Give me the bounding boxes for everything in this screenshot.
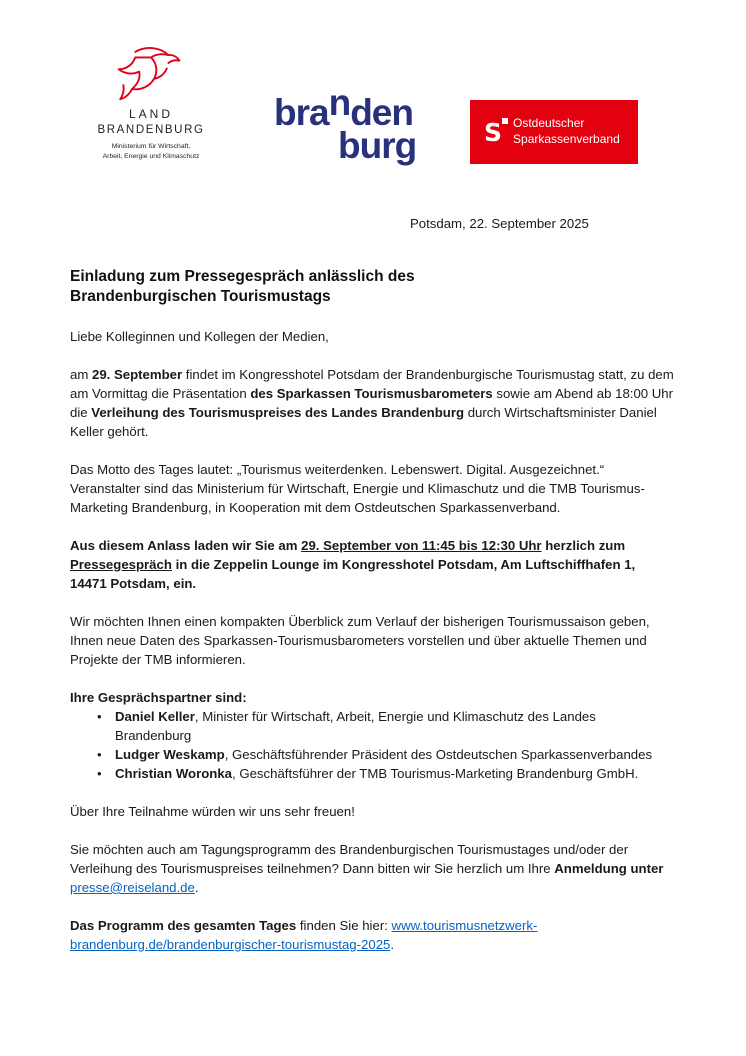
text-run: Sie möchten auch am Tagungsprogramm des Brandenburgischen Tourismustages und/oder der Verleihung des Tourismuspreises teilnehmen? Dann bitten wir Sie herzlich um Ihre xyxy=(70,841,629,876)
logo-brandenburg-text: BRANDENBURG xyxy=(97,124,205,136)
text-run: am xyxy=(70,366,92,382)
text-run: Daniel Keller xyxy=(115,708,195,724)
text-run: Aus diesem Anlass laden wir Sie am xyxy=(70,537,302,553)
salutation: Liebe Kolleginnen und Kollegen der Medien, xyxy=(70,328,329,344)
wordmark-part1: bra xyxy=(274,92,329,133)
wordmark-part2: den xyxy=(350,92,413,133)
sparkasse-s-icon: S xyxy=(484,120,502,145)
paragraph-registration xyxy=(70,840,674,897)
paragraph-invitation xyxy=(70,536,674,593)
text-run: , Minister für Wirtschaft, Arbeit, Energie und Klimaschutz des Landes Brandenburg xyxy=(115,708,596,743)
brandenburg-wordmark-logo xyxy=(274,82,417,167)
text-run: Das Programm des gesamten Tages xyxy=(70,917,297,933)
paragraph-motto: Das Motto des Tages lautet: „Tourismus weiterdenken. Lebenswert. Digital. Ausgezeichnet.“ Veranstalter sind das Ministerium für Wirtschaft, Energie und Klimaschutz und die TMB Tourismus-Marketing Brandenburg, in Kooperation mit dem Ostdeutschen Sparkassenverband. xyxy=(70,461,645,515)
logo-header xyxy=(0,0,746,167)
document-title: Einladung zum Pressegespräch anlässlich des Brandenburgischen Tourismustags xyxy=(70,268,415,306)
ministry-dept-line1: Ministerium für Wirtschaft, xyxy=(111,143,191,150)
text-run: . xyxy=(390,936,395,952)
sparkasse-logo-text xyxy=(513,116,620,147)
text-run: Ludger Weskamp xyxy=(115,746,225,762)
email-link[interactable]: presse@reiseland.de xyxy=(70,879,195,895)
paragraph-event xyxy=(70,365,674,441)
land-brandenburg-ministry-logo xyxy=(90,44,212,161)
ministry-dept-line2: Arbeit, Energie und Klimaschutz xyxy=(102,152,200,160)
paragraph-overview: Wir möchten Ihnen einen kompakten Überblick zum Verlauf der bisherigen Tourismussaison geben, Ihnen neue Daten des Sparkassen-Tourismusbarometers vorstellen und über aktuelle Themen und Projekte der TMB informieren. xyxy=(70,613,650,667)
sparkasse-line2: Sparkassenverband xyxy=(513,132,620,146)
brandenburg-eagle-icon xyxy=(111,44,191,104)
program-link[interactable]: www.tourismusnetzwerk-brandenburg.de/brandenburgischer-tourismustag-2025 xyxy=(70,917,538,952)
text-run: Verleihung des Tourismuspreises des Landes Brandenburg xyxy=(91,404,465,420)
text-run: , Geschäftsführender Präsident des Ostdeutschen Sparkassenverbandes xyxy=(224,746,653,762)
speaker-item xyxy=(95,764,674,783)
text-run: . xyxy=(194,879,199,895)
text-run: Anmeldung unter xyxy=(554,860,664,876)
date-line: Potsdam, 22. September 2025 xyxy=(410,216,589,231)
speakers-heading: Ihre Gesprächspartner sind: xyxy=(70,689,247,705)
text-run: sowie am Abend ab 18:00 Uhr die xyxy=(70,385,674,420)
logo-land-text: LAND xyxy=(128,107,173,121)
text-run: Pressegespräch xyxy=(70,556,172,572)
speaker-item xyxy=(95,745,674,764)
text-run: Christian Woronka xyxy=(115,765,232,781)
text-run: 29. September xyxy=(91,366,183,382)
text-run: , Geschäftsführer der TMB Tourismus-Marketing Brandenburg GmbH. xyxy=(232,765,639,781)
ministry-department-text xyxy=(90,142,212,161)
text-run: findet im Kongresshotel Potsdam der Brandenburgische Tourismustag statt, zu dem am Vormittag die Präsentation xyxy=(70,366,674,401)
wordmark-line2: burg xyxy=(338,125,417,167)
letter-body xyxy=(0,216,746,954)
wordmark-line1 xyxy=(274,82,416,133)
text-run: finden Sie hier: xyxy=(296,917,392,933)
speaker-item xyxy=(95,707,674,745)
sparkasse-line1: Ostdeutscher xyxy=(513,116,585,131)
text-run: herzlich zum xyxy=(541,537,626,553)
text-run: 29. September von 11:45 bis 12:30 Uhr xyxy=(301,537,542,553)
sparkasse-dot-icon xyxy=(502,118,508,124)
sparkassenverband-logo xyxy=(470,100,638,164)
paragraph-program xyxy=(70,916,674,954)
wordmark-raised-n: n xyxy=(328,82,351,123)
speakers-list xyxy=(70,707,674,783)
text-run: durch Wirtschaftsminister Daniel Keller gehört. xyxy=(70,404,657,439)
paragraph-closing: Über Ihre Teilnahme würden wir uns sehr freuen! xyxy=(70,803,355,819)
text-run: des Sparkassen Tourismusbarometers xyxy=(250,385,493,401)
text-run: in die Zeppelin Lounge im Kongresshotel Potsdam, Am Luftschiffhafen 1, 14471 Potsdam, ein. xyxy=(70,556,636,591)
